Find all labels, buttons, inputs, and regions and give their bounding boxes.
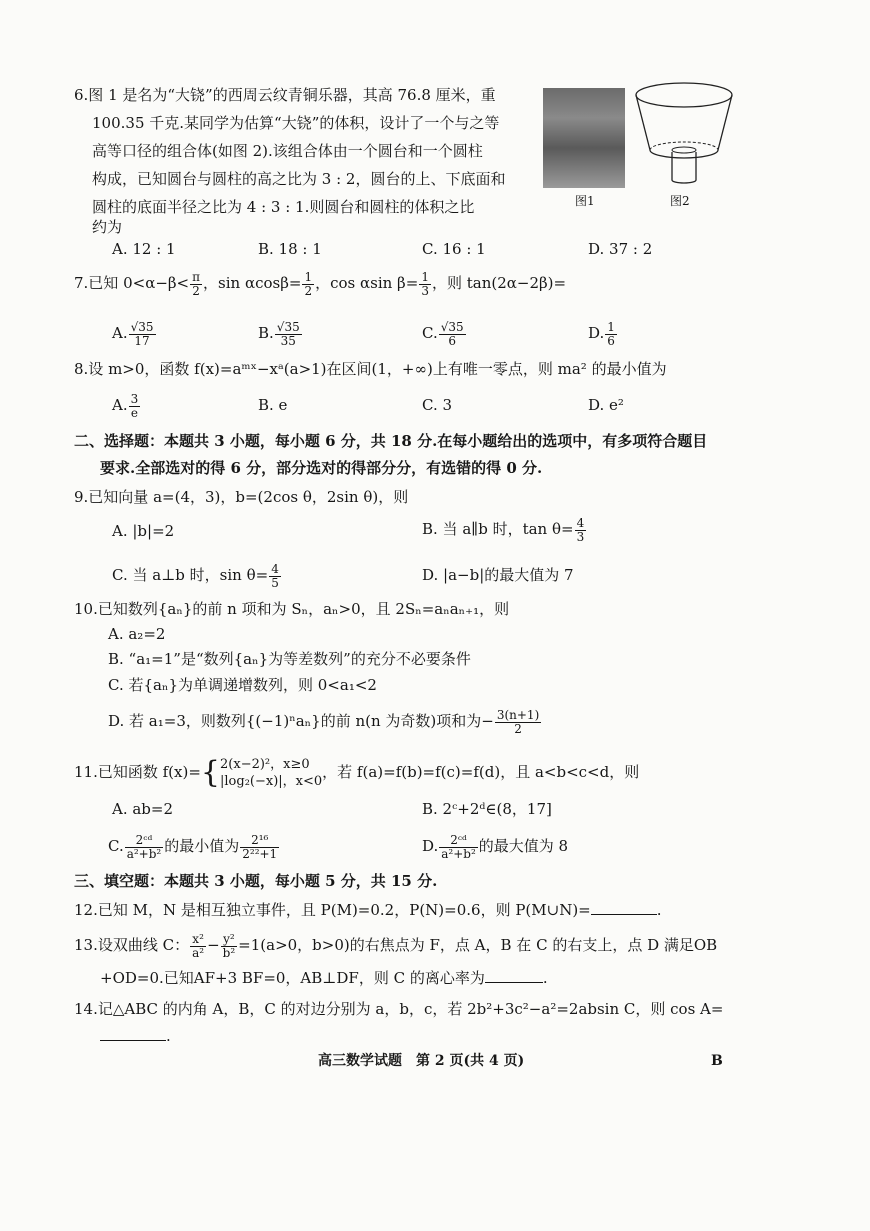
q6-option-c: C. 16 : 1 — [422, 240, 486, 258]
q14-continued: . — [100, 1024, 171, 1047]
q10-option-d: D. 若 a₁=3，则数列{(−1)ⁿaₙ}的前 n(n 为奇数)项和为− $\frac{3(n+1)}{2}$ — [108, 707, 540, 736]
q7-option-d: D. $\frac{1}{6}$ — [588, 319, 615, 348]
page-footer: 高三数学试题 第 2 页(共 4 页) — [318, 1053, 525, 1069]
q6-line3: 高等口径的组合体(如图 2).该组合体由一个圆台和一个圆柱 — [92, 142, 483, 160]
q11-option-c: C. $\frac{\text{2ᶜᵈ}}{\text{a²+b²}}$ 的最小值为 $\frac{\text{2¹⁶}}{\text{2²²+1}}$ — [108, 832, 278, 861]
q13-answer-blank[interactable] — [485, 966, 543, 983]
q12-stem: 12.已知 M，N 是相互独立事件，且 P(M)=0.2，P(N)=0.6，则 P(M∪N)= . — [74, 898, 662, 921]
q11-option-b: B. 2ᶜ+2ᵈ∈(8，17] — [422, 800, 552, 818]
q13-continued: +OD=0.已知AF+3 BF=0，AB⊥DF，则 C 的离心率为 . — [100, 966, 548, 989]
q11-stem: 11.已知函数 f(x)={ 2(x−2)²，x≥0 |log₂(−x)|，x<0 ，若 f(a)=f(b)=f(c)=f(d)，且 a<b<c<d，则 — [74, 755, 640, 790]
q8-option-b: B. e — [258, 396, 288, 414]
q8-stem: 8.设 m>0，函数 f(x)=aᵐˣ−xᵃ(a>1)在区间(1，+∞)上有唯一零点，则 ma² 的最小值为 — [74, 360, 667, 378]
q9-option-a: A. |b|=2 — [112, 522, 175, 540]
q6-option-b: B. 18 : 1 — [258, 240, 322, 258]
q10-stem: 10.已知数列{aₙ}的前 n 项和为 Sₙ，aₙ>0，且 2Sₙ=aₙaₙ₊₁，则 — [74, 600, 510, 618]
q7-option-c: C. $\frac{√35}{6}$ — [422, 319, 464, 348]
figure1-caption: 图1 — [575, 194, 595, 208]
section2-heading: 二、选择题：本题共 3 小题，每小题 6 分，共 18 分.在每小题给出的选项中，有多项符合题目 — [74, 432, 708, 450]
q8-option-c: C. 3 — [422, 396, 453, 414]
frustum-cylinder-figure — [632, 80, 737, 190]
bronze-bell-photo — [543, 88, 625, 188]
q8-option-a: A. $\frac{3}{e}$ — [112, 391, 139, 420]
paper-version-label: B — [711, 1053, 723, 1069]
q6-line2: 100.35 千克.某同学为估算“大铙”的体积，设计了一个与之等 — [92, 114, 500, 132]
q6-line1: 6.图 1 是名为“大铙”的西周云纹青铜乐器，其高 76.8 厘米，重 — [74, 86, 496, 104]
q11-option-a: A. ab=2 — [112, 800, 174, 818]
q7-option-b: B. $\frac{√35}{35}$ — [258, 319, 300, 348]
q12-answer-blank[interactable] — [591, 898, 657, 915]
section2-instructions: 要求.全部选对的得 6 分，部分选对的得部分分，有选错的得 0 分. — [100, 459, 543, 477]
q6-line6: 约为 — [92, 218, 123, 236]
q14-stem: 14.记△ABC 的内角 A，B，C 的对边分别为 a，b，c，若 2b²+3c²−a²=2absin C，则 cos A= — [74, 1000, 724, 1018]
q10-option-b: B. “a₁=1”是“数列{aₙ}为等差数列”的充分不必要条件 — [108, 650, 471, 668]
q6-option-a: A. 12 : 1 — [112, 240, 176, 258]
q7-stem: 7.已知 0<α−β< $\frac{\pi}{2}$ ，sin αcosβ= $\frac{1}{2}$ ，cos αsin β= $\frac{1}{3}$ ，则 tan(2α−2β)= — [74, 269, 567, 298]
q8-option-d: D. e² — [588, 396, 624, 414]
q7-option-a: A. $\frac{√35}{17}$ — [112, 319, 154, 348]
q9-stem: 9.已知向量 a=(4，3)，b=(2cos θ，2sin θ)，则 — [74, 488, 409, 506]
q13-stem: 13.设双曲线 C： $\frac{\text{x²}}{\text{a²}}$ − $\frac{\text{y²}}{\text{b²}}$ =1(a>0，b>0)的右焦点为 F，点 A，B 在 C 的右支上，点 D 满足OB — [74, 931, 718, 960]
q6-line4: 构成，已知圆台与圆柱的高之比为 3 : 2，圆台的上、下底面和 — [92, 170, 506, 188]
section3-heading: 三、填空题：本题共 3 小题，每小题 5 分，共 15 分. — [74, 872, 438, 890]
q10-option-a: A. a₂=2 — [108, 625, 166, 643]
q9-option-b: B. 当 a∥b 时，tan θ= $\frac{4}{3}$ — [422, 515, 585, 544]
q10-option-c: C. 若{aₙ}为单调递增数列，则 0<a₁<2 — [108, 676, 377, 694]
figure2-caption: 图2 — [670, 194, 690, 208]
q9-option-d: D. |a−b|的最大值为 7 — [422, 566, 574, 584]
q9-option-c: C. 当 a⊥b 时，sin θ= $\frac{4}{5}$ — [112, 561, 279, 590]
q6-option-d: D. 37 : 2 — [588, 240, 653, 258]
q6-line5: 圆柱的底面半径之比为 4 : 3 : 1.则圆台和圆柱的体积之比 — [92, 198, 475, 216]
q14-answer-blank[interactable] — [100, 1024, 166, 1041]
q11-option-d: D. $\frac{\text{2ᶜᵈ}}{\text{a²+b²}}$ 的最大值为 8 — [422, 832, 569, 861]
